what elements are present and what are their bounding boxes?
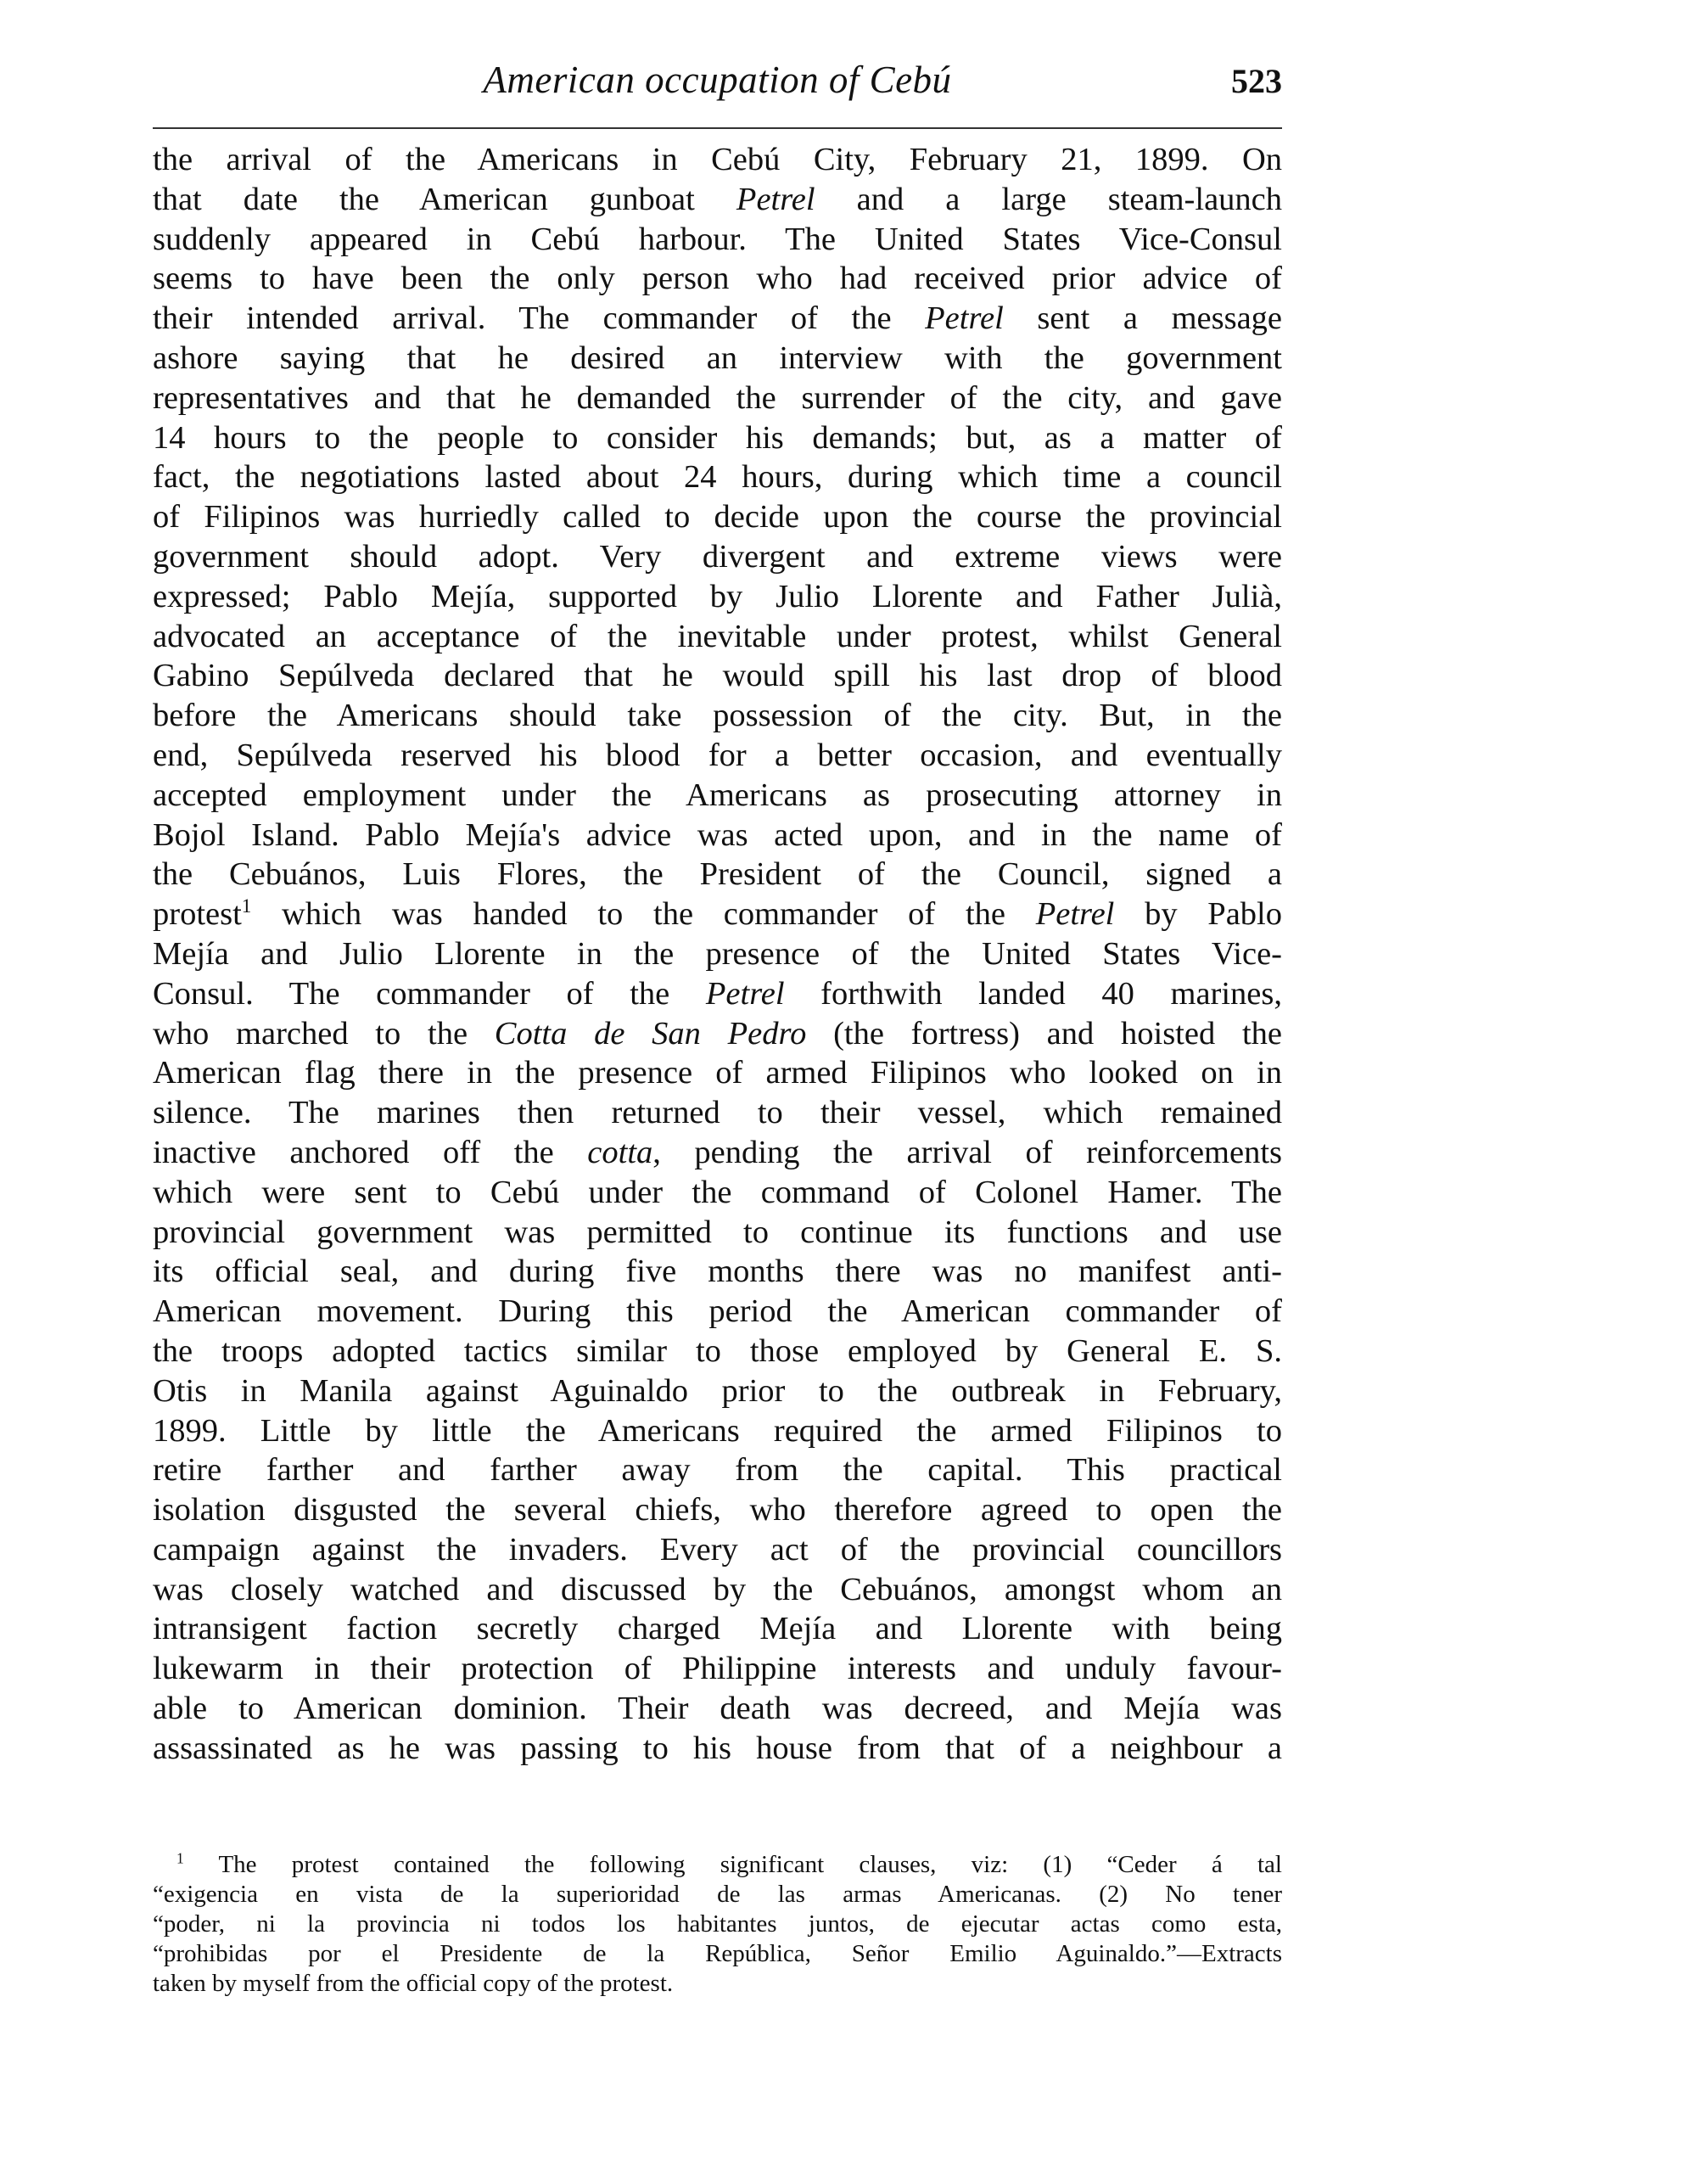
body-line: [153, 537, 1282, 577]
text-segment: of Filipinos was hurriedly called to decide upon the course the provincial: [153, 499, 1282, 536]
body-line: [153, 299, 1282, 339]
body-line: [153, 656, 1282, 696]
page-number: 523: [1231, 62, 1282, 100]
text-segment: forthwith landed 40 marines,: [784, 975, 1282, 1012]
body-line: [153, 1133, 1282, 1173]
body-line: [153, 140, 1282, 180]
text-segment: assassinated as he was passing to his house from that of a neighbour a: [153, 1730, 1282, 1766]
footnote-line: [153, 1939, 1282, 1969]
text-segment: lukewarm in their protection of Philippine interests and unduly favour-: [153, 1651, 1282, 1687]
text-segment: advocated an acceptance of the inevitable under protest, whilst General: [153, 618, 1282, 654]
text-segment: before the Americans should take possession of the city. But, in the: [153, 698, 1282, 734]
body-line: [153, 1213, 1282, 1253]
text-segment: accepted employment under the Americans as prosecuting attorney in: [153, 777, 1282, 813]
body-line: [153, 1014, 1282, 1054]
footnote-line: [153, 1910, 1282, 1939]
text-segment: isolation disgusted the several chiefs, who therefore agreed to open the: [153, 1492, 1282, 1528]
body-line: [153, 974, 1282, 1014]
text-segment: (the fortress) and hoisted the: [806, 1015, 1282, 1052]
body-line: [153, 1570, 1282, 1610]
text-segment: suddenly appeared in Cebú harbour. The United States Vice-Consul: [153, 221, 1282, 257]
body-line: [153, 1729, 1282, 1769]
body-line: [153, 1490, 1282, 1530]
header-rule: [153, 127, 1282, 129]
text-segment: provincial government was permitted to continue its functions and use: [153, 1214, 1282, 1250]
text-segment: and a large steam-launch: [815, 181, 1282, 217]
body-line: [153, 1530, 1282, 1570]
footnote-marker: 1: [176, 1849, 184, 1867]
text-segment: fact, the negotiations lasted about 24 hours, during which time a council: [153, 459, 1282, 496]
text-segment: sent a message: [1003, 300, 1282, 337]
text-segment: seems to have been the only person who had received prior advice of: [153, 261, 1282, 297]
text-segment: Otis in Manila against Aguinaldo prior to the outbreak in February,: [153, 1372, 1282, 1409]
text-segment: American flag there in the presence of armed Filipinos who looked on in: [153, 1055, 1282, 1091]
text-segment: was closely watched and discussed by the Cebuános, amongst whom an: [153, 1571, 1282, 1607]
text-segment: government should adopt. Very divergent and extreme views were: [153, 538, 1282, 575]
text-segment: , pending the arrival of reinforcements: [652, 1134, 1283, 1170]
body-line: [153, 1173, 1282, 1213]
text-segment: that date the American gunboat: [153, 181, 736, 217]
body-line: [153, 816, 1282, 855]
body-line: [153, 1252, 1282, 1292]
body-line: [153, 1053, 1282, 1093]
body-line: [153, 1450, 1282, 1490]
text-segment: by Pablo: [1114, 896, 1282, 933]
italic-text: Petrel: [705, 975, 785, 1012]
text-segment: The protest contained the following significant clauses, viz: (1) “Ceder á tal: [183, 1851, 1282, 1878]
text-segment: the troops adopted tactics similar to those employed by General E. S.: [153, 1332, 1282, 1369]
text-segment: Mejía and Julio Llorente in the presence of the United States Vice-: [153, 935, 1282, 972]
text-segment: silence. The marines then returned to their vessel, which remained: [153, 1095, 1282, 1131]
text-segment: 14 hours to the people to consider his demands; but, as a matter of: [153, 419, 1282, 456]
text-segment: taken by myself from the official copy of the protest.: [153, 1970, 674, 1997]
body-line: [153, 457, 1282, 497]
body-line: [153, 696, 1282, 736]
text-segment: their intended arrival. The commander of the: [153, 300, 926, 337]
body-line: [153, 577, 1282, 617]
footnote: [153, 1850, 1282, 1999]
body-line: [153, 1371, 1282, 1411]
footnote-marker: 1: [241, 895, 252, 917]
text-segment: which were sent to Cebú under the command of Colonel Hamer. The: [153, 1174, 1282, 1210]
text-segment: which was handed to the commander of the: [251, 896, 1036, 933]
text-segment: campaign against the invaders. Every act of the provincial councillors: [153, 1531, 1282, 1568]
body-line: [153, 895, 1282, 934]
text-segment: “prohibidas por el Presidente de la República, Señor Emilio Aguinaldo.”—Extracts: [153, 1940, 1282, 1967]
body-line: [153, 855, 1282, 895]
text-segment: who marched to the: [153, 1015, 495, 1052]
body-line: [153, 934, 1282, 974]
italic-text: cotta: [587, 1134, 653, 1170]
body-line: [153, 1292, 1282, 1332]
text-segment: its official seal, and during five months there was no manifest anti-: [153, 1253, 1282, 1290]
text-segment: the Cebuános, Luis Flores, the President of the Council, signed a: [153, 856, 1282, 893]
body-line: [153, 1093, 1282, 1133]
text-segment: the arrival of the Americans in Cebú City, February 21, 1899. On: [153, 142, 1282, 177]
body-line: [153, 1411, 1282, 1451]
body-line: [153, 339, 1282, 379]
footnote-line: [153, 1969, 1282, 1999]
text-segment: Consul. The commander of the: [153, 975, 706, 1012]
text-segment: “exigencia en vista de la superioridad de las armas Americanas. (2) No tener: [153, 1881, 1282, 1908]
body-line: [153, 259, 1282, 299]
body-line: [153, 617, 1282, 657]
text-segment: ashore saying that he desired an interview with the government: [153, 339, 1282, 376]
running-title: American occupation of Cebú: [483, 59, 952, 101]
body-line: [153, 220, 1282, 260]
text-segment: retire farther and farther away from the capital. This practical: [153, 1452, 1282, 1489]
text-segment: expressed; Pablo Mejía, supported by Julio Llorente and Father Julià,: [153, 578, 1282, 614]
italic-text: Petrel: [1035, 896, 1115, 933]
body-line: [153, 776, 1282, 816]
italic-text: Petrel: [736, 181, 815, 217]
italic-text: Petrel: [925, 300, 1004, 337]
text-segment: protest: [153, 896, 242, 933]
body-line: [153, 736, 1282, 776]
running-header: [153, 58, 1282, 109]
footnote-line: [153, 1880, 1282, 1910]
body-line: [153, 379, 1282, 418]
body-line: [153, 1689, 1282, 1729]
text-segment: representatives and that he demanded the surrender of the city, and gave: [153, 379, 1282, 416]
body-line: [153, 497, 1282, 537]
text-segment: American movement. During this period the American commander of: [153, 1293, 1282, 1330]
text-segment: inactive anchored off the: [153, 1134, 588, 1170]
text-segment: Gabino Sepúlveda declared that he would spill his last drop of blood: [153, 658, 1282, 694]
text-segment: Bojol Island. Pablo Mejía's advice was acted upon, and in the name of: [153, 816, 1282, 853]
body-line: [153, 1649, 1282, 1689]
body-line: [153, 180, 1282, 220]
text-segment: able to American dominion. Their death was decreed, and Mejía was: [153, 1691, 1282, 1727]
footnote-line: [153, 1850, 1282, 1880]
body-text: [153, 140, 1282, 1769]
text-segment: end, Sepúlveda reserved his blood for a better occasion, and eventually: [153, 737, 1282, 773]
text-segment: intransigent faction secretly charged Mejía and Llorente with being: [153, 1611, 1282, 1647]
body-line: [153, 1609, 1282, 1649]
body-line: [153, 1332, 1282, 1371]
text-segment: 1899. Little by little the Americans required the armed Filipinos to: [153, 1412, 1282, 1449]
body-line: [153, 418, 1282, 458]
text-segment: “poder, ni la provincia ni todos los habitantes juntos, de ejecutar actas como esta,: [153, 1910, 1282, 1938]
italic-text: Cotta de San Pedro: [494, 1015, 807, 1052]
